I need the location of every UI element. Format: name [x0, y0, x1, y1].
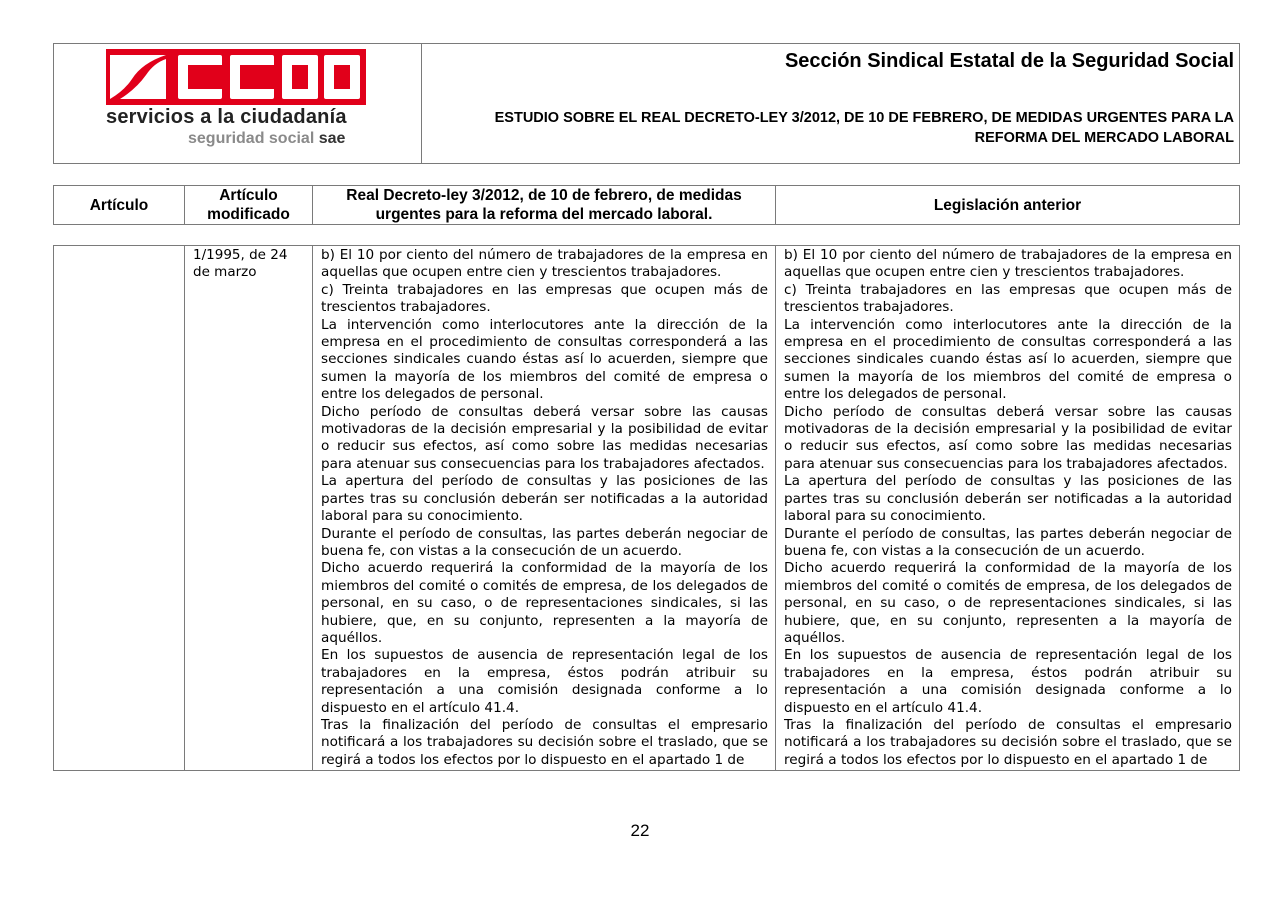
column-header-row	[53, 185, 1240, 225]
col-header-real-decreto: Real Decreto-ley 3/2012, de 10 de febrero, de medidas urgentes para la reforma del mercado laboral.	[313, 186, 776, 224]
col-header-articulo: Artículo	[54, 186, 185, 224]
old-text-paragraph: En los supuestos de ausencia de representación legal de los trabajadores en la empresa, éstos podrán atribuir su representación a una comisión designada conforme a lo dispuesto en el artículo 41.4.	[784, 647, 1232, 716]
new-text-paragraph: La apertura del período de consultas y las posiciones de las partes tras su conclusión deberán ser notificadas a la autoridad laboral para su conocimiento.	[321, 473, 768, 525]
logo-subtagline: seguridad social sae	[188, 130, 346, 147]
old-text-paragraph: Dicho acuerdo requerirá la conformidad de la mayoría de los miembros del comité o comités de empresa, de los delegados de personal, en su caso, o de representaciones sindicales, si las hubiere, que, en su conjunto, representen a la mayoría de aquéllos.	[784, 560, 1232, 646]
logo-cell	[54, 44, 422, 163]
old-text-paragraph: Tras la finalización del período de consultas el empresario notificará a los trabajadores su decisión sobre el traslado, que se regirá a todos los efectos por lo dispuesto en el apartado 1 de	[784, 716, 1232, 768]
ccoo-logo-mark	[106, 49, 366, 105]
old-text-paragraph: La apertura del período de consultas y las posiciones de las partes tras su conclusión deberán ser notificadas a la autoridad laboral para su conocimiento.	[784, 473, 1232, 525]
col-header-articulo-modificado: Artículo modificado	[185, 186, 313, 224]
ccoo-logo	[106, 49, 366, 105]
new-text-paragraph: c) Treinta trabajadores en las empresas que ocupen más de trescientos trabajadores.	[321, 281, 768, 316]
cell-articulo-modificado: 1/1995, de 24 de marzo	[185, 246, 313, 770]
new-text-paragraph: Dicho período de consultas deberá versar sobre las causas motivadoras de la decisión empresarial y la posibilidad de evitar o reducir sus efectos, así como sobre las medidas necesarias para atenuar sus consecuencias para los trabajadores afectados.	[321, 403, 768, 472]
logo-tagline: servicios a la ciudadanía	[106, 106, 347, 128]
old-text-paragraph: Durante el período de consultas, las partes deberán negociar de buena fe, con vistas a la consecución de un acuerdo.	[784, 525, 1232, 559]
old-text-paragraph: Dicho período de consultas deberá versar sobre las causas motivadoras de la decisión empresarial y la posibilidad de evitar o reducir sus efectos, así como sobre las medidas necesarias para atenuar sus consecuencias para los trabajadores afectados.	[784, 403, 1232, 472]
new-text-paragraph: La intervención como interlocutores ante la dirección de la empresa en el procedimiento de consultas corresponderá a las secciones sindicales cuando éstas así lo acuerden, siempre que sumen la mayoría de los miembros del comité de empresa o entre los delegados de personal.	[321, 316, 768, 403]
old-text-paragraph: La intervención como interlocutores ante la dirección de la empresa en el procedimiento de consultas corresponderá a las secciones sindicales cuando éstas así lo acuerden, siempre que sumen la mayoría de los miembros del comité de empresa o entre los delegados de personal.	[784, 316, 1232, 403]
section-title: Sección Sindical Estatal de la Seguridad Social	[784, 50, 1234, 72]
new-text-paragraph: b) El 10 por ciento del número de trabajadores de la empresa en aquellas que ocupen entre cien y trescientos trabajadores.	[321, 247, 768, 281]
title-cell	[421, 44, 1239, 163]
page-number: 22	[630, 821, 650, 840]
document-header	[53, 43, 1240, 164]
cell-new-text	[313, 246, 776, 770]
old-text-paragraph: c) Treinta trabajadores en las empresas que ocupen más de trescientos trabajadores.	[784, 281, 1232, 316]
new-text-paragraph: Tras la finalización del período de consultas el empresario notificará a los trabajadores su decisión sobre el traslado, que se regirá a todos los efectos por lo dispuesto en el apartado 1 de	[321, 716, 768, 768]
study-title: ESTUDIO SOBRE EL REAL DECRETO-LEY 3/2012, DE 10 DE FEBRERO, DE MEDIDAS URGENTES PARA LA REFORMA DEL MERCADO LABORAL	[494, 110, 1234, 146]
new-text-paragraph: Durante el período de consultas, las partes deberán negociar de buena fe, con vistas a la consecución de un acuerdo.	[321, 525, 768, 559]
col-header-legislacion-anterior: Legislación anterior	[933, 196, 1082, 214]
cell-articulo	[54, 246, 185, 770]
new-text-paragraph: En los supuestos de ausencia de representación legal de los trabajadores en la empresa, éstos podrán atribuir su representación a una comisión designada conforme a lo dispuesto en el artículo 41.4.	[321, 647, 768, 716]
comparison-table-row	[53, 245, 1240, 771]
cell-old-text	[776, 246, 1239, 770]
new-text-paragraph: Dicho acuerdo requerirá la conformidad de la mayoría de los miembros del comité o comités de empresa, de los delegados de personal, en su caso, o de representaciones sindicales, si las hubiere, que, en su conjunto, representen a la mayoría de aquéllos.	[321, 560, 768, 646]
old-text-paragraph: b) El 10 por ciento del número de trabajadores de la empresa en aquellas que ocupen entre cien y trescientos trabajadores.	[784, 247, 1232, 281]
